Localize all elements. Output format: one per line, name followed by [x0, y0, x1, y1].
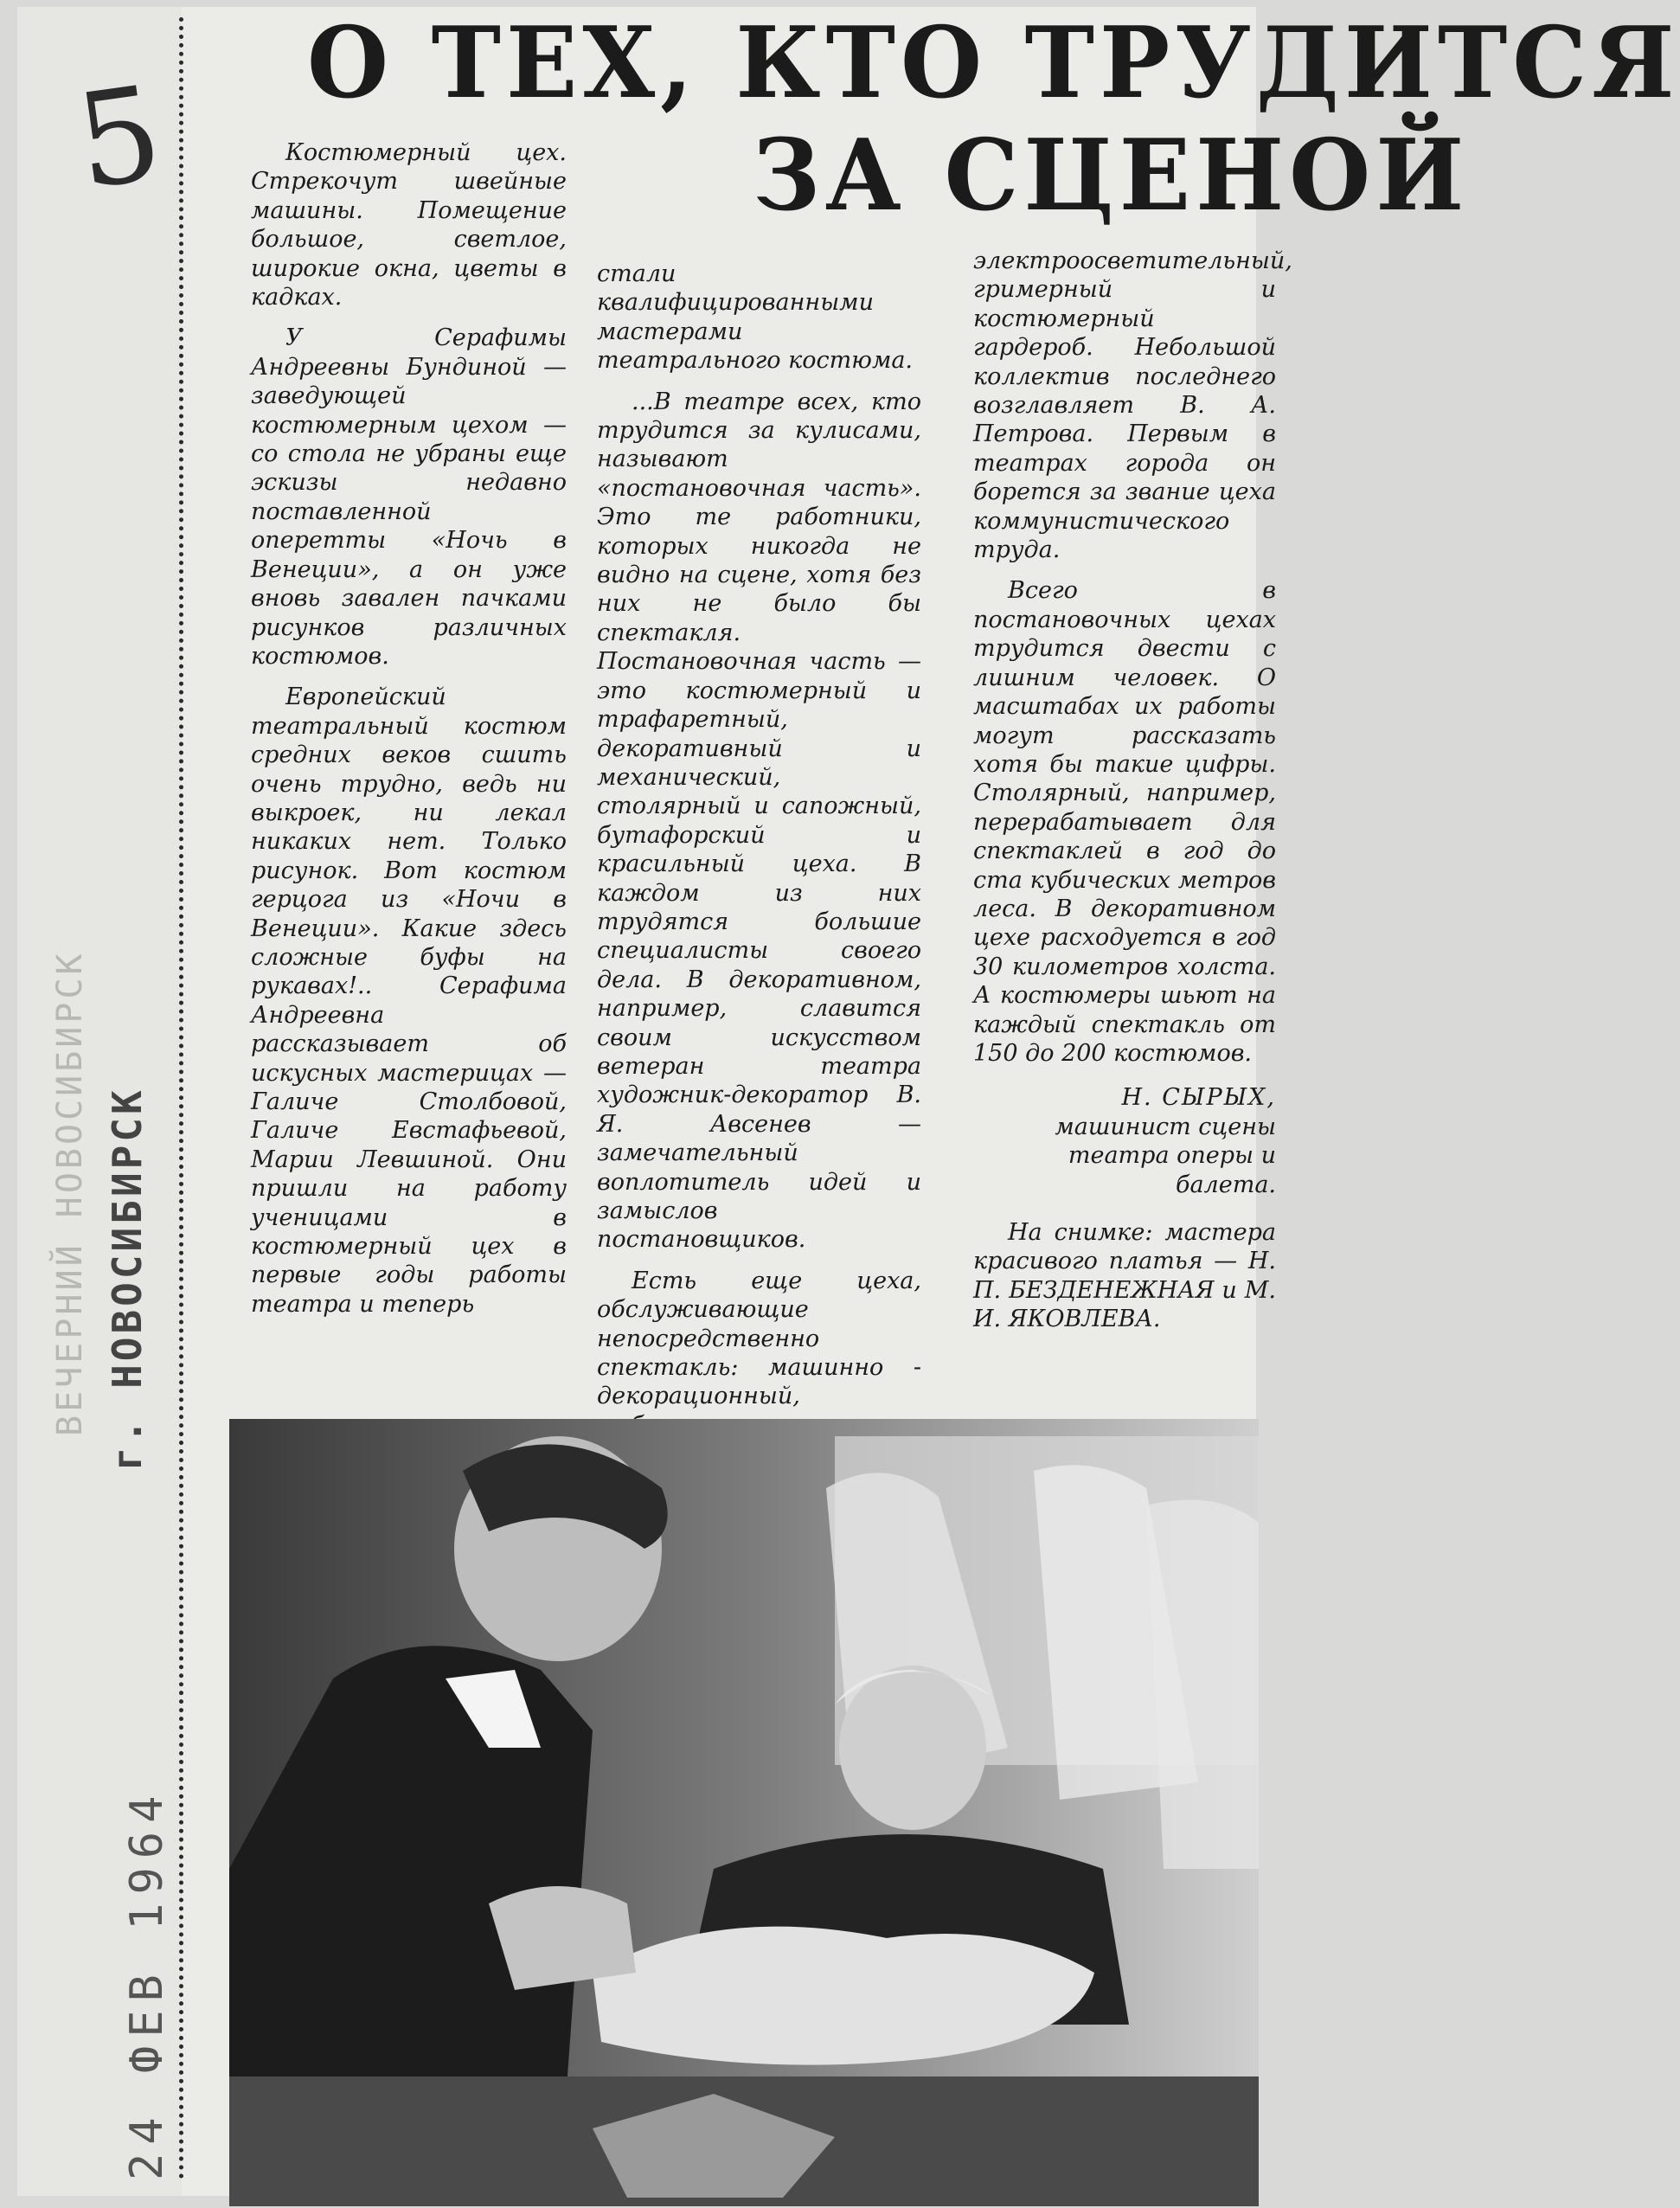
paragraph: электроосветительный, гримерный и костюмерный гардероб. Небольшой коллектив последнего возглавляет В. А. Петрова. Первым в театрах города он борется за звание цеха коммунистического труда.: [973, 247, 1292, 564]
stamp-newspaper-name: ВЕЧЕРНИЙ НОВОСИБИРСК: [50, 950, 90, 1436]
paragraph: ...В театре всех, кто трудится за кулисами, называют «постановочная часть». Это те работники, которых никогда не видно на сцене, хотя без них не было бы спектакля. Постановочная часть — это костюмерный и трафаретный, декоративный и механический, столярный и сапожный, бутафорский и красильный цеха. В каждом из них трудятся большие специалисты своего дела. В декоративном, например, славится своим искусством ветеран театра художник-декоратор В. Я. Авсенев — замечательный воплотитель идей и замыслов постановщиков.: [597, 388, 921, 1254]
headline-line-1: О ТЕХ, КТО ТРУДИТСЯ: [307, 5, 1680, 121]
article-photo: [229, 1419, 1259, 2206]
stamp-city: г. НОВОСИБИРСК: [104, 1087, 151, 1471]
photo-illustration: [229, 1419, 1259, 2206]
byline: [973, 1083, 1276, 1199]
stamp-date: 24 ФЕВ 1964: [121, 1787, 173, 2180]
article-column-1: [251, 138, 567, 1331]
article-column-2: [597, 260, 921, 1481]
author-name: Н. СЫРЫХ,: [1121, 1084, 1276, 1112]
article-column-3: [973, 247, 1292, 1346]
paragraph: Есть еще цеха, обслуживающие непосредственно спектакль: машинно - декорационный,: [597, 1267, 921, 1410]
handwritten-page-number: 5: [67, 58, 171, 219]
paragraph: Костюмерный цех. Стрекочут швейные машины. Помещение большое, светлое, широкие окна, цветы в кадках.: [251, 139, 567, 311]
paragraph: Всего в постановочных цехах трудится двести с лишним человек. О масштабах их работы могут рассказать хотя бы такие цифры. Столярный, например, перерабатывает для спектаклей в год до ста кубических метров леса. В декоративном цехе расходуется в год 30 километров холста. А костюмеры шьют на каждый спектакль от 150 до 200 костюмов.: [973, 577, 1276, 1067]
paragraph: У Серафимы Андреевны Бундиной — заведующей костюмерным цехом — со стола не убраны еще эскизы недавно поставленной оперетты «Ночь в Венеции», а он уже вновь завален пачками рисунков различных костюмов.: [251, 324, 567, 670]
headline-line-2: ЗА СЦЕНОЙ: [753, 118, 1470, 234]
paragraph: Европейский театральный костюм средних веков сшить очень трудно, ведь ни выкроек, ни лекал никаких нет. Только рисунок. Вот костюм герцога из «Ночи в Венеции». Какие здесь сложные буфы на рукавах!.. Серафима Андреевна рассказывает об искусных мастерицах — Галиче Столбовой, Галиче Евстафьевой, Марии Левшиной. Они пришли на работу ученицами в костюмерный цех в первые годы работы театра и теперь: [251, 684, 567, 1318]
photo-caption: На снимке: мастера красивого платья — Н. П. БЕЗДЕНЕЖНАЯ и М. И. ЯКОВЛЕВА.: [973, 1219, 1276, 1333]
author-role: машинист сцены театра оперы и балета.: [1055, 1113, 1276, 1198]
perforation-line: [179, 17, 183, 2180]
paragraph: стали квалифицированными мастерами театрального костюма.: [597, 260, 914, 375]
